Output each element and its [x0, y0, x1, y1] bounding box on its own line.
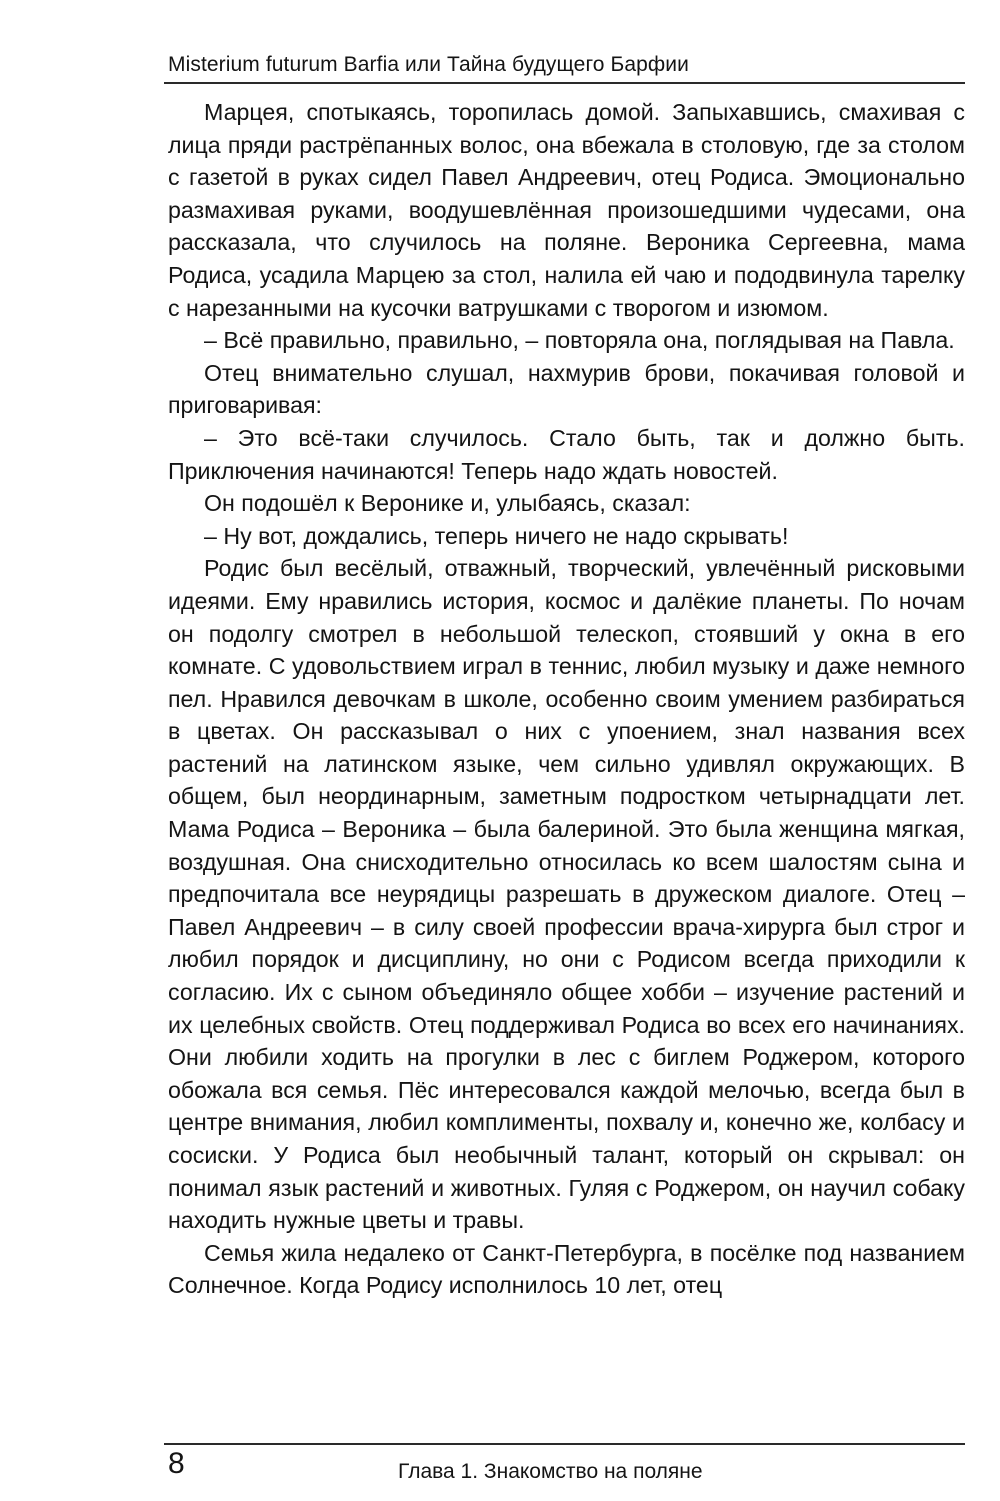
running-header: Misterium futurum Barfia или Тайна будущего Барфии — [168, 53, 689, 76]
paragraph: Родис был весёлый, отважный, творческий, увлечённый рисковыми идеями. Ему нравились история, космос и далёкие планеты. По ночам он подолгу смотрел в небольшой телескоп, стоявший у окна в его комнате. С удовольствием играл в теннис, любил музыку и даже немного пел. Нравился девочкам в школе, особенно своим умением разбираться в цветах. Он рассказывал о них с упоением, знал названия всех растений на латинском языке, чем сильно удивлял окружающих. В общем, был неординарным, заметным подростком четырнадцати лет. Мама Родиса – Вероника – была балериной. Это была женщина мягкая, воздушная. Она снисходительно относилась ко всем шалостям сына и предпочитала все неурядицы разрешать в дружеском диалоге. Отец – Павел Андреевич – в силу своей профессии врача-хирурга был строг и любил порядок и дисциплину, но они с Родисом всегда приходили к согласию. Их с сыном объединяло общее хобби – изучение растений и их целебных свойств. Отец поддерживал Родиса во всех его начинаниях. Они любили ходить на прогулки в лес с биглем Роджером, которого обожала вся семья. Пёс интересовался каждой мелочью, всегда был в центре внимания, любил комплименты, похвалу и, конечно же, колбасу и сосиски. У Родиса был необычный талант, который он скрывал: он понимал язык растений и животных. Гуляя с Роджером, он научил собаку находить нужные цветы и травы. — [168, 555, 965, 1234]
paragraph: Марцея, спотыкаясь, торопилась домой. Запыхавшись, смахивая с лица пряди растрёпанных волос, она вбежала в столовую, где за столом с газетой в руках сидел Павел Андреевич, отец Родиса. Эмоционально размахивая руками, воодушевлённая произошедшими чудесами, она рассказала, что случилось на поляне. Вероника Сергеевна, мама Родиса, усадила Марцею за стол, налила ей чаю и пододвинула тарелку с нарезанными на кусочки ватрушками с творогом и изюмом. — [168, 99, 965, 321]
body-text — [168, 96, 965, 1302]
footer-rule — [164, 1443, 965, 1445]
page-number: 8 — [168, 1447, 185, 1480]
paragraph: – Это всё-таки случилось. Стало быть, так и должно быть. Приключения начинаются! Теперь надо ждать новостей. — [168, 424, 965, 484]
header-rule — [164, 82, 965, 84]
chapter-title-footer: Глава 1. Знакомство на поляне — [398, 1460, 703, 1483]
paragraph: – Всё правильно, правильно, – повторяла она, поглядывая на Павла. — [204, 327, 955, 354]
paragraph: – Ну вот, дождались, теперь ничего не надо скрывать! — [204, 522, 789, 549]
paragraph: Отец внимательно слушал, нахмурив брови, покачивая головой и приговаривая: — [168, 359, 965, 419]
paragraph: Семья жила недалеко от Санкт-Петербурга, в посёлке под названием Солнечное. Когда Родису исполнилось 10 лет, отец — [168, 1239, 965, 1299]
paragraph: Он подошёл к Веронике и, улыбаясь, сказал: — [204, 490, 691, 517]
